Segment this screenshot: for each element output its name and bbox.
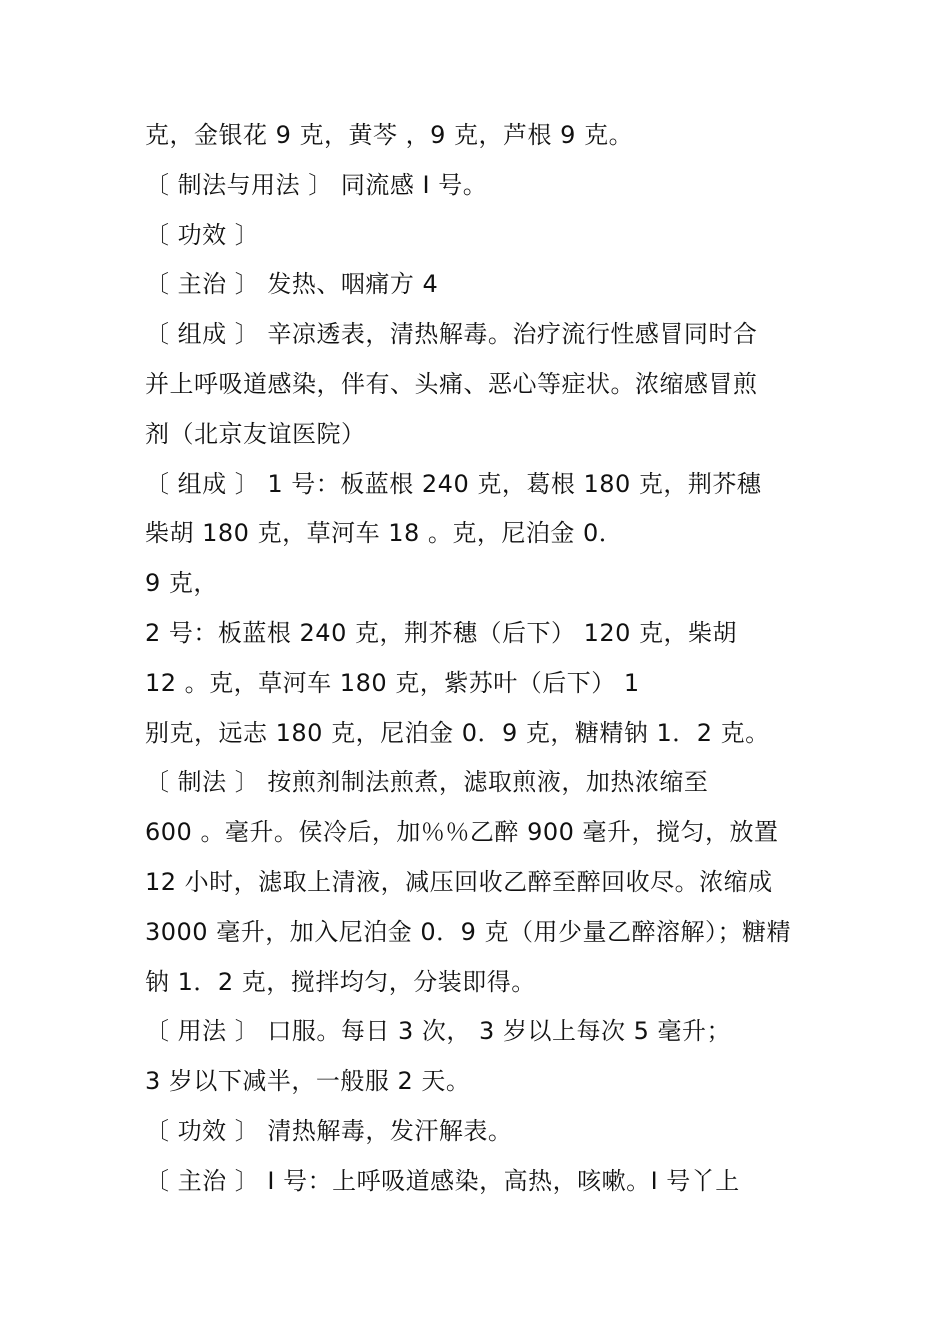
text-line-20: 3 岁以下减半，一般服 2 天。 xyxy=(145,1067,471,1096)
text-line-14: 〔 制法 〕 按煎剂制法煎煮，滤取煎液，加热浓缩至 xyxy=(145,768,709,797)
text-line-16: 12 小时，滤取上清液，减压回收乙醉至醉回收尽。浓缩成 xyxy=(145,867,773,896)
text-line-7: 剂（北京友谊医院） xyxy=(145,419,366,448)
text-line-15: 600 。毫升。侯冷后，加％％乙醉 900 毫升，搅匀，放置 xyxy=(145,818,779,847)
text-line-11: 2 号：板蓝根 240 克，荆芥穗（后下） 120 克，柴胡 xyxy=(145,618,738,647)
text-line-3: 〔 功效 〕 xyxy=(145,220,260,249)
text-line-5: 〔 组成 〕 辛凉透表，清热解毒。治疗流行性感冒同时合 xyxy=(145,320,758,349)
text-line-17: 3000 毫升，加入尼泊金 0．9 克（用少量乙醉溶解）；糖精 xyxy=(145,917,792,946)
text-line-4: 〔 主治 〕 发热、咽痛方 4 xyxy=(145,270,439,299)
text-line-8: 〔 组成 〕 1 号：板蓝根 240 克，葛根 180 克，荆芥穗 xyxy=(145,469,762,498)
text-line-6: 并上呼吸道感染，伴有、头痛、恶心等症状。浓缩感冒煎 xyxy=(145,369,758,398)
document-body xyxy=(145,111,845,1207)
text-line-9: 柴胡 180 克，草河车 18 。克，尼泊金 0． xyxy=(145,519,624,548)
text-line-18: 钠 1．2 克，搅拌均匀，分装即得。 xyxy=(145,967,536,996)
text-line-22: 〔 主治 〕 Ⅰ 号：上呼吸道感染，高热，咳嗽。Ⅰ 号丫上 xyxy=(145,1166,740,1195)
text-line-13: 别克，远志 180 克，尼泊金 0．9 克，糖精钠 1．2 克。 xyxy=(145,718,770,747)
text-line-2: 〔 制法与用法 〕 同流感 Ⅰ 号。 xyxy=(145,170,488,199)
text-line-1: 克，金银花 9 克，黄芩 ，9 克，芦根 9 克。 xyxy=(145,121,634,149)
text-line-21: 〔 功效 〕 清热解毒，发汗解表。 xyxy=(145,1116,513,1145)
text-line-12: 12 。克，草河车 180 克，紫苏叶（后下） 1 xyxy=(145,668,640,697)
text-line-10: 9 克， xyxy=(145,569,218,598)
text-line-19: 〔 用法 〕 口服。每日 3 次， 3 岁以上每次 5 毫升； xyxy=(145,1017,731,1046)
